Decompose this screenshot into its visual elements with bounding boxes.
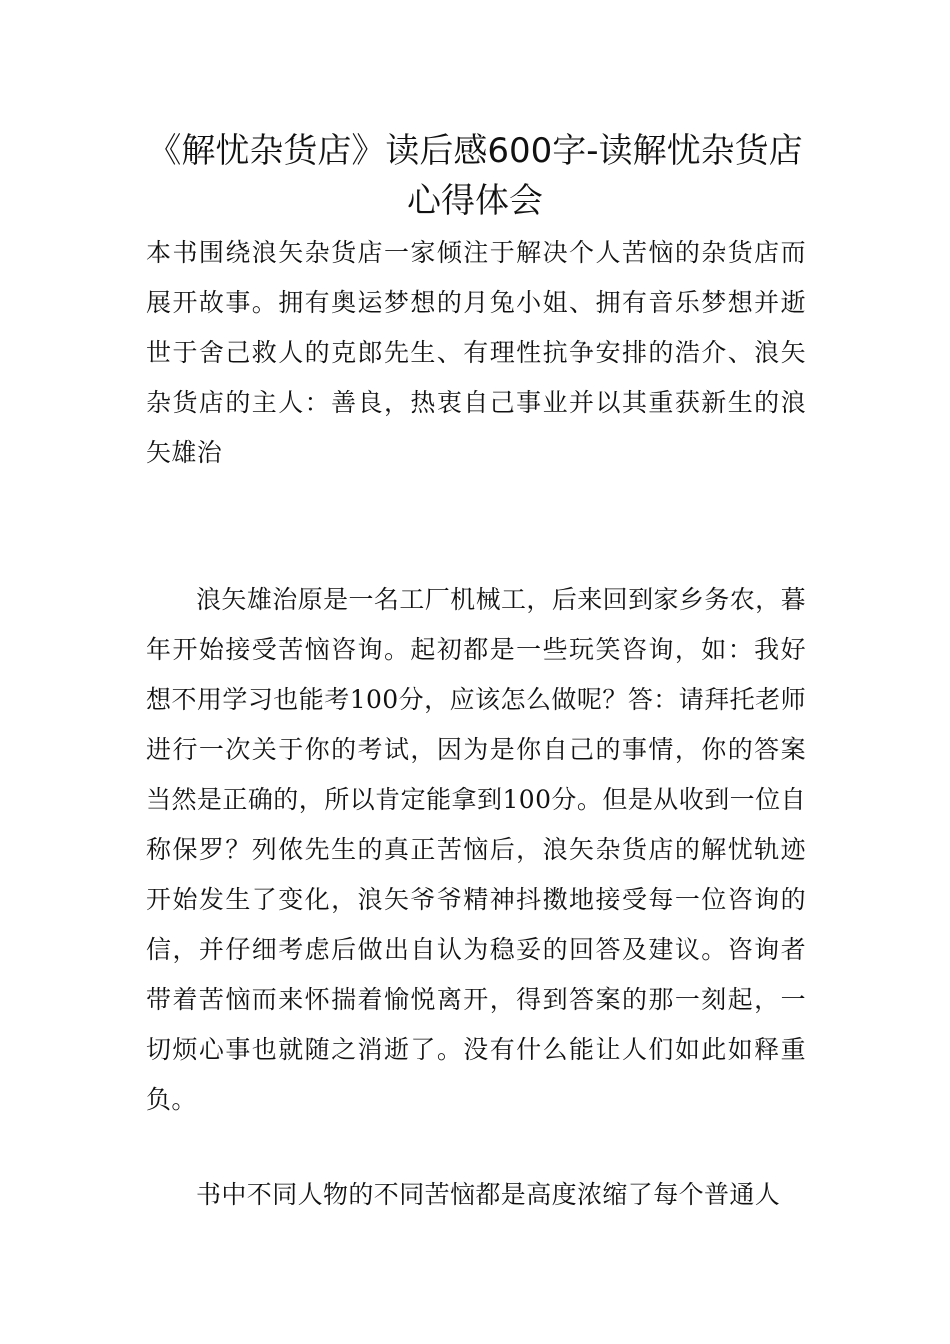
document-title: 《解忧杂货店》读后感600字-读解忧杂货店心得体会 [147,131,803,221]
paragraph-continued: 书中不同人物的不同苦恼都是高度浓缩了每个普通人 [196,1180,781,1209]
paragraph-intro: 本书围绕浪矢杂货店一家倾注于解决个人苦恼的杂货店而展开故事。拥有奥运梦想的月兔小姐、拥有音乐梦想并逝世于舍己救人的克郎先生、有理性抗争安排的浩介、浪矢杂货店的主人：善良，热衷自己事业并以其重获新生的浪矢雄治 [146,238,806,467]
paragraph-body: 浪矢雄治原是一名工厂机械工，后来回到家乡务农，暮年开始接受苦恼咨询。起初都是一些玩笑咨询，如：我好想不用学习也能考100分，应该怎么做呢？答：请拜托老师进行一次关于你的考试，因为是你自己的事情，你的答案当然是正确的，所以肯定能拿到100分。但是从收到一位自称保罗？列侬先生的真正苦恼后，浪矢杂货店的解忧轨迹开始发生了变化，浪矢爷爷精神抖擞地接受每一位咨询的信，并仔细考虑后做出自认为稳妥的回答及建议。咨询者带着苦恼而来怀揣着愉悦离开，得到答案的那一刻起，一切烦心事也就随之消逝了。没有什么能让人们如此如释重负。 [146,585,806,1114]
